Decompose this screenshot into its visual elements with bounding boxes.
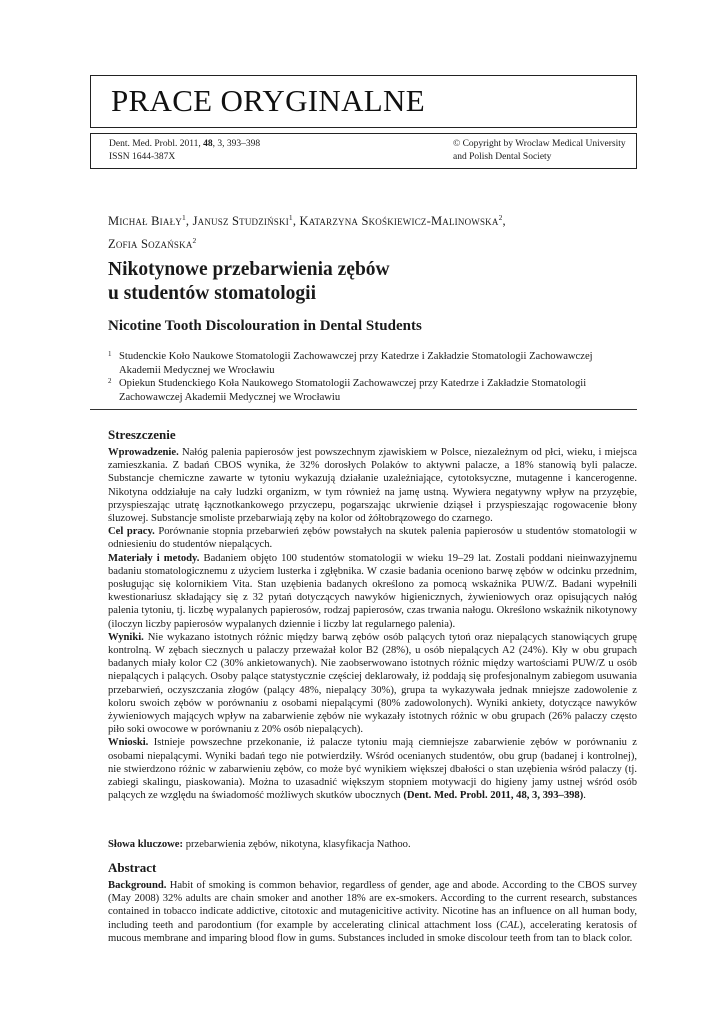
aim-paragraph: Cel pracy. Porównanie stopnia przebarwień zębów powstałych na skutek palenia papierosów u studentów stomatologii w odniesieniu do studentów niepalących.: [108, 526, 637, 551]
methods-paragraph: Materiały i metody. Badaniem objęto 100 studentów stomatologii w wieku 19–29 lat. Zostali poddani nieinwazyjnemu badaniu stomatologicznemu z użyciem lusterka i zgłębnika. W czasie badania oceniono barwę zębów w odcinku przednim, posługując się kolornikiem Vita. Stan uzębienia badanych określono za pomocą wskaźnika PUW/Z. Badani wypełnili kwestionariusz składający się z 32 pytań dotyczących nawyków higienicznych, żywieniowych oraz opisujących nałóg palenia tytoniu, tj. liczbę wypalanych papierosów, rodzaj papierosów, czas trwania nałogu. Określono wskaźnik nikotynowy (iloczyn liczby papierosów wypalanych dziennie i liczby lat regularnego palenia).: [108, 552, 637, 630]
intro-paragraph: Wprowadzenie. Nałóg palenia papierosów jest powszechnym zjawiskiem w Polsce, niezależnym od płci, wieku, i miejsca zamieszkania. Z badań CBOS wynika, że 32% dorosłych Polaków to aktywni palacze, a 18% stanowią byli palacze. Substancje chemiczne zawarte w tytoniu wykazują działanie uzależniające, cytotoksyczne, mutagenne i kancerogenne. Nikotyna oddziałuje na cały ludzki organizm, w tym również na jamę ustną. Wywiera negatywny wpływ na przyzębie, przyspieszając utratę łącznotkankowego przyczepu, pogarszając ukrwienie dziąseł i przyspieszając rogowacenie błony śluzowej. Substancje smoliste przebarwiają zęby na kolor od żółtobrązowego do czarnego.: [108, 447, 637, 525]
citation-info: Dent. Med. Probl. 2011, 48, 3, 393–398 ISSN 1644-387X: [109, 139, 261, 162]
abstract-body: [108, 879, 637, 945]
title-english: Nicotine Tooth Discolouration in Dental Students: [108, 318, 422, 334]
issn: ISSN 1644-387X: [109, 152, 176, 162]
title-polish: Nikotynowe przebarwienia zębów u studentów stomatologii: [108, 259, 390, 304]
abstract-heading: Abstract: [108, 860, 157, 875]
keywords: Słowa kluczowe: przebarwienia zębów, nikotyna, klasyfikacja Nathoo.: [108, 839, 411, 850]
copyright-info: © Copyright by Wroclaw Medical University and Polish Dental Society: [453, 139, 626, 162]
citation-reference: (Dent. Med. Probl. 2011, 48, 3, 393–398): [403, 790, 584, 802]
affiliations: [108, 350, 635, 404]
author-list: Michał Biały$^1$, Janusz Studziński$^1$, Katarzyna Skośkiewicz-Malinowska$^2$, Zofia Sozańska$^2$: [108, 213, 506, 252]
streszczenie-heading: Streszczenie: [108, 427, 176, 442]
conclusions-paragraph: Wnioski. Istnieje powszechne przekonanie, iż palacze tytoniu mają ciemniejsze zabarwienie zębów w porównaniu z osobami niepalącymi. Wyniki badań tego nie potwierdziły. Wśród ocenianych studentów, obu grup (badanej i kontrolnej), nie stwierdzono różnic w zabarwieniu zębów, co może być wynikiem większej dbałości o stan uzębienia wśród palaczy (tj. zabiegi skalingu, piaskowania). Można to uzasadnić większym stopniem motywacji do higieny jamy ustnej wśród osób palących ze względu na świadomość możliwych skutków ubocznych (Dent. Med. Probl. 2011, 48, 3, 393–398).: [108, 737, 637, 802]
author: Zofia Sozańska: [108, 237, 193, 252]
results-paragraph: Wyniki. Nie wykazano istotnych różnic między barwą zębów osób palących tytoń oraz niepalących stanowiących grupę kontrolną. W zębach siecznych u palaczy przeważał kolor B2 (28%), u osób niepalących A2 (24%). Kły w obu grupach badanych miały kolor C2 (30% ankietowanych). Nie zaobserwowano istotnych różnic między wartościami PUW/Z u osób niepalących i palących. Osoby palące statystycznie częściej deklarowały, iż poddają się profesjonalnym zabiegom usuwania przebarwień, oczyszczania złogów (palący 48%, niepalący 30%), grupa ta wykazywała jednak mniejsze zadowolenie z koloru swoich zębów w porównaniu z osobami niepalącymi (80% zadowolonych). Wyniki ankiety, dotyczące nawyków żywieniowych mających wpływ na zabarwienie zębów nie wykazały istotnych różnic w obu grupach (26% palaczy często piło soki owocowe w porównaniu z 20% osób niepalących).: [108, 631, 637, 736]
citation-volume: 48: [203, 139, 213, 149]
streszczenie-body: [108, 446, 637, 802]
author: Michał Biały: [108, 214, 182, 229]
affiliation-item: 2 Opiekun Studenckiego Koła Naukowego Stomatologii Zachowawczej przy Katedrze i Zakładzie Stomatologii Zachowawczej Akademii Medycznej we Wrocławiu: [108, 377, 587, 403]
journal-header-box: [90, 75, 637, 128]
journal-meta-box: [90, 133, 637, 169]
background-paragraph: Background. Habit of smoking is common behavior, regardless of gender, age and abode. According to the CBOS survey (May 2008) 32% adults are chain smoker and another 18% are ex-smokers. According to the current research, substances contained in tobacco indicate addictive, citotoxic and mutagenicitive activity. Nicotine has an influence on all human body, including teeth and parodontium (for example by accelerating clinical attachment loss (CAL), accelerating keratosis of mucous membrane and imparing blood flow in gums. Substances included in smoke discolour teeth from tan to black color.: [108, 880, 637, 944]
section-divider: [90, 409, 637, 410]
author: Katarzyna Skośkiewicz-Malinowska: [299, 214, 499, 229]
affiliation-item: 1 Studenckie Koło Naukowe Stomatologii Zachowawczej przy Katedrze i Zakładzie Stomatologii Zachowawczej Akademii Medycznej we Wrocławiu: [108, 350, 593, 376]
author: Janusz Studziński: [192, 214, 289, 229]
journal-section-title: PRACE ORYGINALNE: [111, 83, 425, 118]
